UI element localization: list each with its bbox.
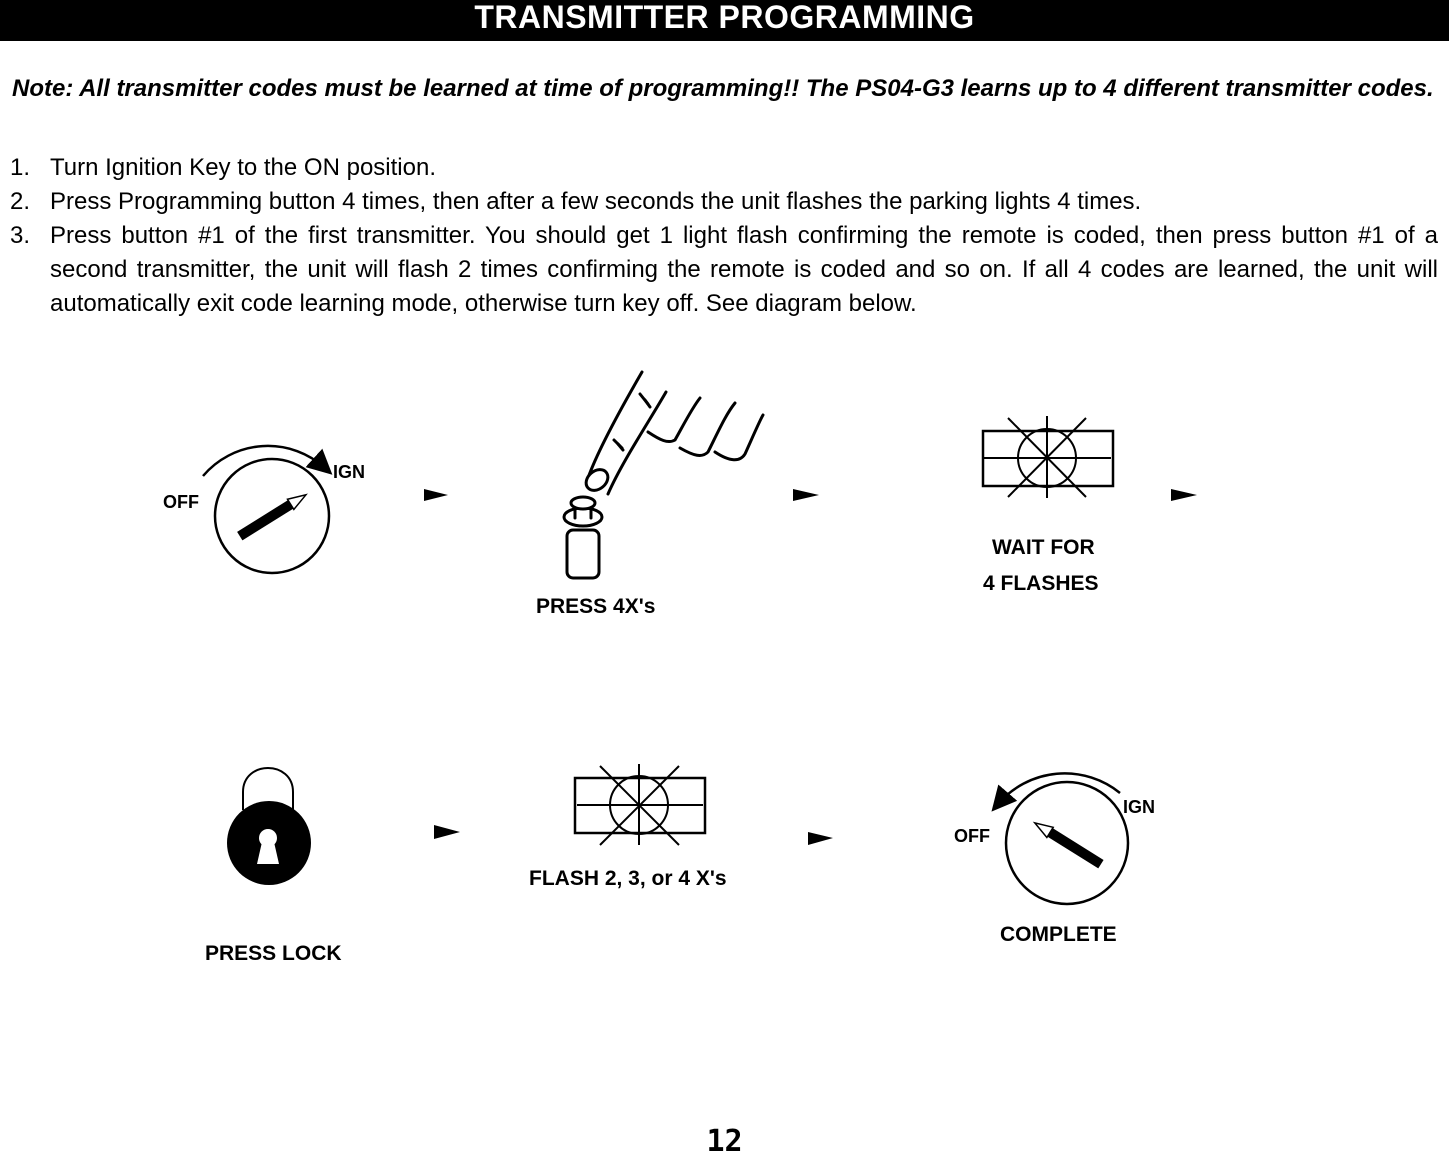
- finger-press-icon: [564, 372, 763, 578]
- key-off-label: OFF: [163, 492, 199, 512]
- ignition-key-icon: [998, 773, 1128, 904]
- padlock-icon: [227, 768, 311, 885]
- flashing-light-icon: [983, 416, 1113, 498]
- press-lock-label: PRESS LOCK: [205, 942, 342, 965]
- step-number: 1.: [10, 154, 31, 181]
- arrow-right-icon: [424, 489, 448, 501]
- arrow-right-icon: [808, 832, 833, 845]
- flashing-light-icon: [575, 764, 705, 845]
- key-ign-label: IGN: [1123, 797, 1156, 817]
- ignition-key-icon: [203, 446, 329, 573]
- step-text: Press Programming button 4 times, then after a few seconds the unit flashes the parking lights 4 times.: [50, 188, 1142, 215]
- flash-count-label: FLASH 2, 3, or 4 X's: [529, 867, 727, 890]
- press-label: PRESS 4X's: [536, 595, 656, 618]
- key-ign-label: IGN: [333, 462, 366, 482]
- step-text: Turn Ignition Key to the ON position.: [50, 154, 436, 181]
- note-text: Note: All transmitter codes must be learned at time of programming!! The PS04-G3 learns up to 4 different transmitter codes.: [12, 75, 1434, 102]
- arrow-right-icon: [793, 489, 819, 501]
- page-title: TRANSMITTER PROGRAMMING: [0, 0, 1449, 41]
- flashes-label: 4 FLASHES: [983, 572, 1099, 595]
- key-off-label: OFF: [954, 826, 990, 846]
- arrow-right-icon: [434, 825, 460, 839]
- wait-label: WAIT FOR: [992, 536, 1095, 559]
- arrow-right-icon: [1171, 489, 1197, 501]
- complete-label: COMPLETE: [1000, 923, 1117, 946]
- step-text: Press button #1 of the first transmitter. You should get 1 light flash confirming the remote is coded, then press button #1 of a second transmitter, the unit will flash 2 times confirming the remote is coded and so on. If all 4 codes are learned, the unit will automatically exit code learning mode, otherwise turn key off. See diagram below.: [50, 222, 1438, 317]
- page-number: 12: [706, 1124, 743, 1159]
- step-number: 2.: [10, 188, 31, 215]
- step-number: 3.: [10, 222, 31, 249]
